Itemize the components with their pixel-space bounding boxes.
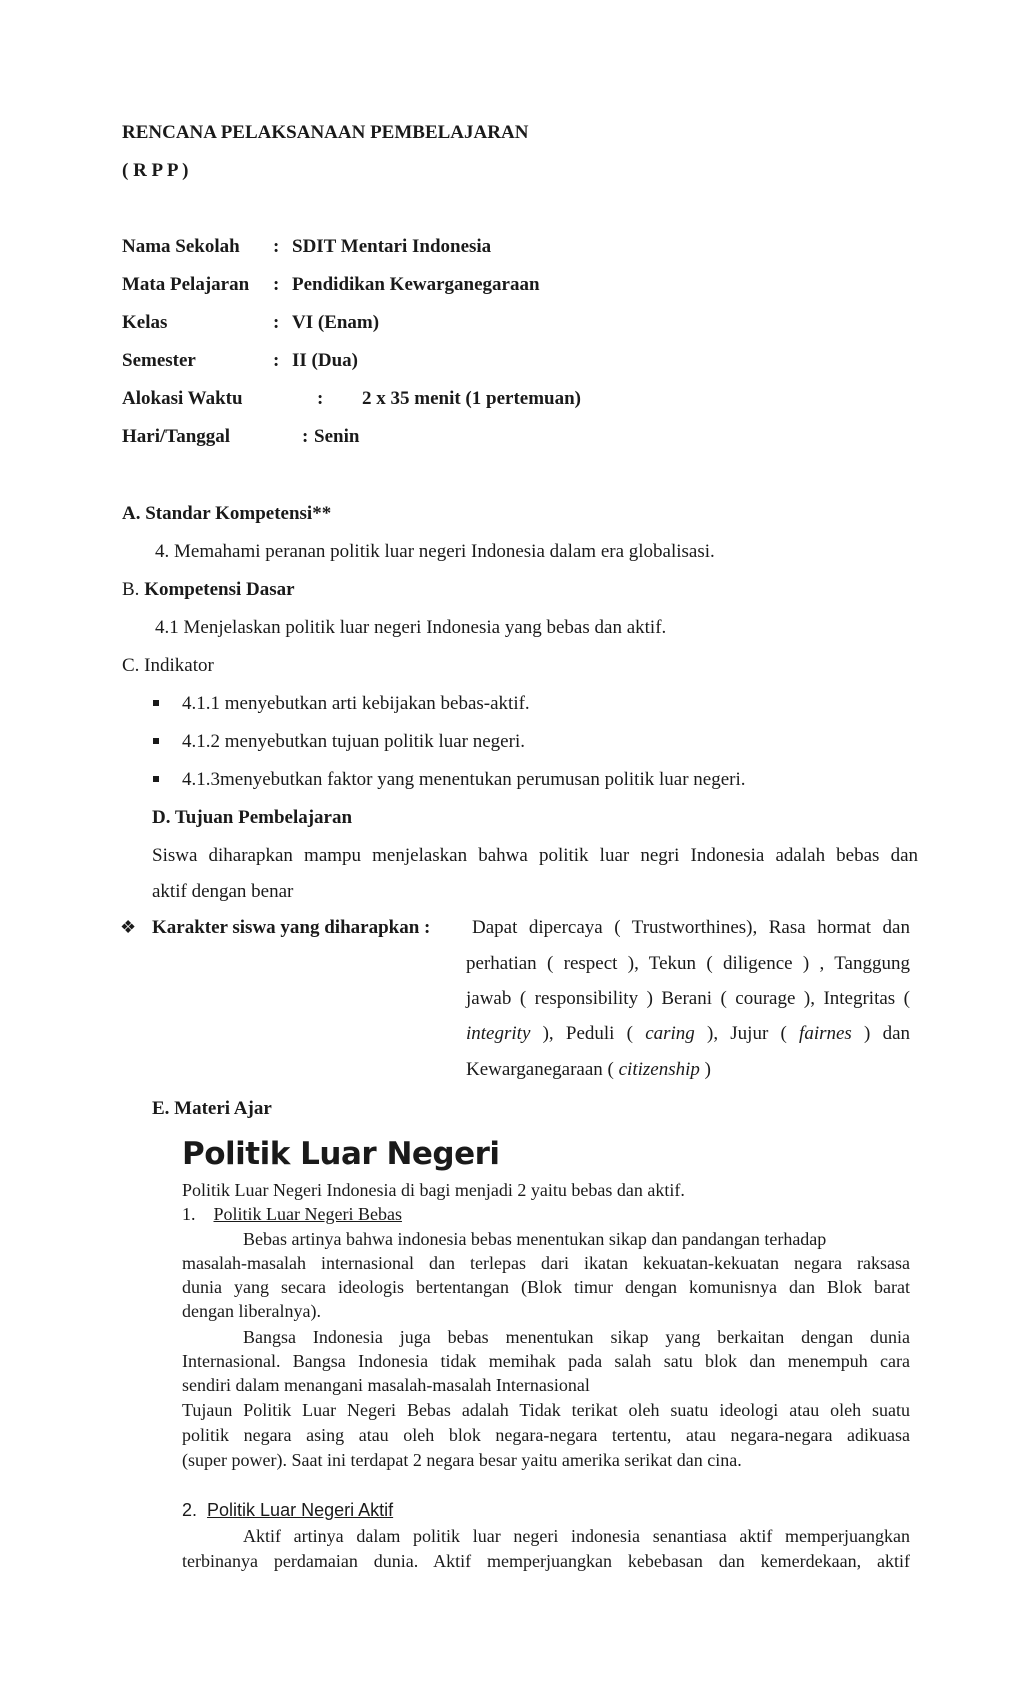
sub2-number: 2. xyxy=(182,1500,198,1520)
section-d-line: Siswa diharapkan mampu menjelaskan bahwa politik luar negri Indonesia adalah bebas dan xyxy=(152,845,918,866)
bullet-square-icon xyxy=(153,700,159,706)
materi-sub2 xyxy=(182,1500,393,1521)
paragraph-line: sendiri dalam menangani masalah-masalah Internasional xyxy=(182,1375,590,1395)
sub1-number: 1. xyxy=(182,1204,196,1224)
identity-value-subject: Pendidikan Kewarganegaraan xyxy=(292,274,540,295)
paragraph-line: dunia yang secara ideologis bertentangan (Blok timur dengan komunisnya dan Blok barat xyxy=(182,1277,910,1297)
sub1-title: Politik Luar Negeri Bebas xyxy=(213,1204,402,1224)
karakter-text: ) xyxy=(699,1059,711,1080)
identity-value-class: VI (Enam) xyxy=(292,312,380,333)
identity-colon: : xyxy=(273,350,280,371)
karakter-line: Dapat dipercaya ( Trustworthines), Rasa hormat dan xyxy=(472,917,910,938)
karakter-line: perhatian ( respect ), Tekun ( diligence ) , Tanggung xyxy=(466,953,910,974)
identity-label-day: Hari/Tanggal xyxy=(122,426,231,447)
identity-colon: : xyxy=(273,236,280,257)
paragraph-line: masalah-masalah internasional dan terlepas dari ikatan kekuatan-kekuatan negara raksasa xyxy=(182,1253,910,1273)
karakter-text: Kewarganegaraan ( xyxy=(466,1059,619,1080)
identity-colon: : xyxy=(317,388,324,409)
identity-value-semester: II (Dua) xyxy=(292,350,358,371)
section-d-heading: D. Tujuan Pembelajaran xyxy=(152,807,353,828)
paragraph-line: Bangsa Indonesia juga bebas menentukan sikap yang berkaitan dengan dunia xyxy=(243,1327,910,1347)
karakter-line: jawab ( responsibility ) Berani ( courage ), Integritas ( xyxy=(466,988,910,1009)
identity-value-day: Senin xyxy=(314,426,360,447)
indicator-item: 4.1.3menyebutkan faktor yang menentukan perumusan politik luar negeri. xyxy=(182,769,746,790)
paragraph-line: politik negara asing atau oleh blok negara-negara tertentu, atau negara-negara adikuasa xyxy=(182,1425,910,1445)
paragraph-line: Tujaun Politik Luar Negeri Bebas adalah Tidak terikat oleh suatu ideologi atau oleh suatu xyxy=(182,1400,910,1420)
identity-label-school: Nama Sekolah xyxy=(122,236,240,257)
section-b-item: 4.1 Menjelaskan politik luar negeri Indonesia yang bebas dan aktif. xyxy=(155,617,667,638)
identity-label-semester: Semester xyxy=(122,350,196,371)
diamond-bullet-icon: ❖ xyxy=(120,917,137,937)
karakter-term: caring xyxy=(645,1023,695,1044)
materi-intro: Politik Luar Negeri Indonesia di bagi menjadi 2 yaitu bebas dan aktif. xyxy=(182,1180,685,1200)
section-b-heading xyxy=(122,579,295,601)
identity-value-time: 2 x 35 menit (1 pertemuan) xyxy=(362,388,581,409)
identity-label-time: Alokasi Waktu xyxy=(122,388,243,409)
paragraph-line: dengan liberalnya). xyxy=(182,1301,321,1321)
materi-title: Politik Luar Negeri xyxy=(182,1136,500,1172)
karakter-text: ), Peduli ( xyxy=(530,1023,646,1044)
bullet-square-icon xyxy=(153,776,159,782)
section-d-line: aktif dengan benar xyxy=(152,881,294,902)
identity-value-school: SDIT Mentari Indonesia xyxy=(292,236,492,257)
karakter-text: ) dan xyxy=(851,1023,911,1044)
paragraph-line: (super power). Saat ini terdapat 2 negara besar yaitu amerika serikat dan cina. xyxy=(182,1450,742,1470)
identity-colon: : xyxy=(273,274,280,295)
identity-label-class: Kelas xyxy=(122,312,168,333)
bullet-square-icon xyxy=(153,738,159,744)
indicator-item: 4.1.2 menyebutkan tujuan politik luar negeri. xyxy=(182,731,525,752)
karakter-line xyxy=(466,1023,910,1045)
document-subtitle: ( R P P ) xyxy=(122,160,189,181)
paragraph-line: Aktif artinya dalam politik luar negeri indonesia senantiasa aktif memperjuangkan xyxy=(243,1526,910,1546)
section-a-heading: A. Standar Kompetensi** xyxy=(122,503,332,524)
karakter-label: Karakter siswa yang diharapkan : xyxy=(152,917,431,938)
document-title: RENCANA PELAKSANAAN PEMBELAJARAN xyxy=(122,122,529,143)
karakter-term: citizenship xyxy=(618,1059,700,1080)
identity-colon: : xyxy=(302,426,309,447)
karakter-line xyxy=(466,1059,711,1081)
karakter-term: fairnes xyxy=(799,1023,852,1044)
sub2-title: Politik Luar Negeri Aktif xyxy=(207,1500,394,1520)
karakter-term: integrity xyxy=(466,1023,531,1044)
paragraph-line: terbinanya perdamaian dunia. Aktif memperjuangkan kebebasan dan kemerdekaan, aktif xyxy=(182,1551,910,1571)
identity-label-subject: Mata Pelajaran xyxy=(122,274,250,295)
section-b-prefix: B. xyxy=(122,579,140,600)
karakter-text: ), Jujur ( xyxy=(694,1023,800,1044)
section-c-heading: C. Indikator xyxy=(122,655,214,676)
materi-sub1 xyxy=(182,1204,402,1225)
paragraph-line: Bebas artinya bahwa indonesia bebas menentukan sikap dan pandangan terhadap xyxy=(243,1229,827,1249)
indicator-item: 4.1.1 menyebutkan arti kebijakan bebas-aktif. xyxy=(182,693,530,714)
paragraph-line: Internasional. Bangsa Indonesia tidak memihak pada salah satu blok dan menempuh cara xyxy=(182,1351,910,1371)
section-a-item: 4. Memahami peranan politik luar negeri Indonesia dalam era globalisasi. xyxy=(155,541,715,562)
identity-colon: : xyxy=(273,312,280,333)
section-b-title: Kompetensi Dasar xyxy=(144,579,295,600)
section-e-heading: E. Materi Ajar xyxy=(152,1098,272,1119)
